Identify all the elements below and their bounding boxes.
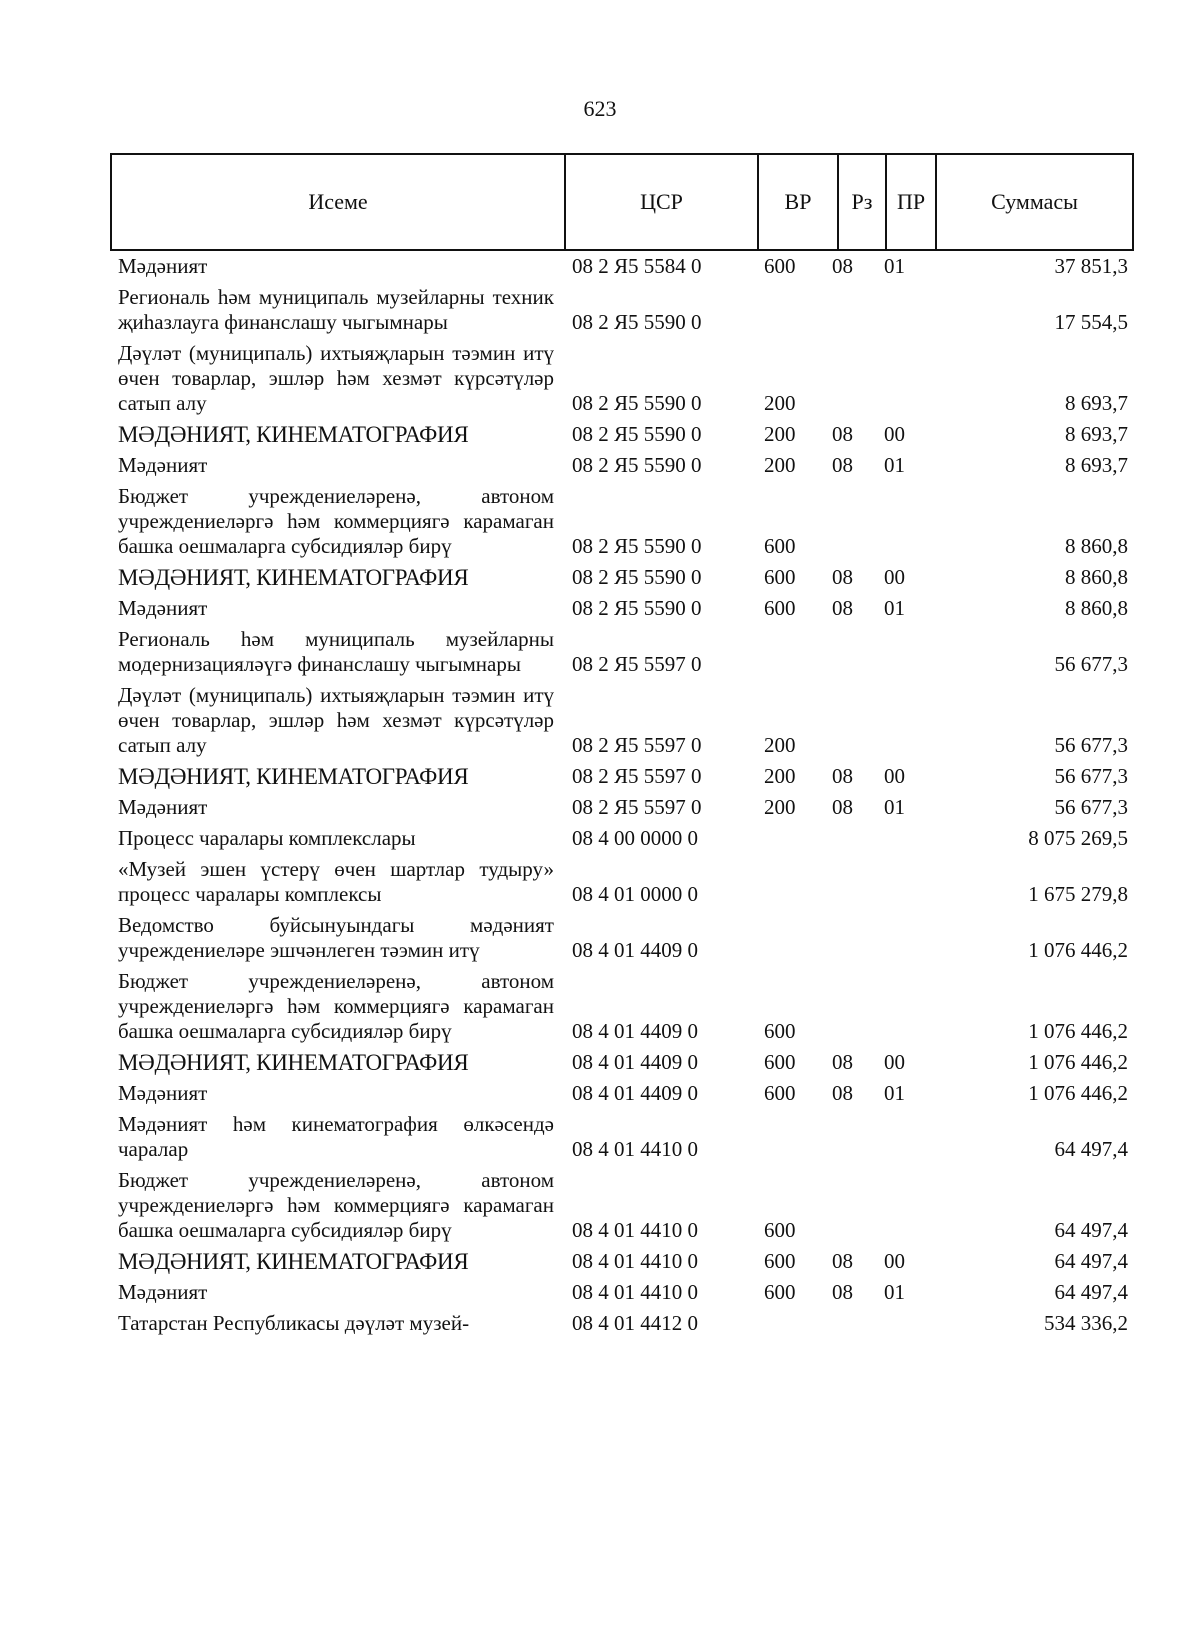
row-name: Мәдәният xyxy=(118,453,208,477)
row-name: Мәдәният xyxy=(118,254,208,278)
row-vr: 600 xyxy=(764,1081,796,1105)
page-number: 623 xyxy=(583,96,617,121)
row-csr: 08 2 Я5 5597 0 xyxy=(572,652,702,676)
row-pr: 00 xyxy=(884,1249,905,1273)
row-vr: 200 xyxy=(764,391,796,415)
table-row xyxy=(118,1311,1128,1342)
row-vr: 600 xyxy=(764,1249,796,1273)
row-csr: 08 2 Я5 5590 0 xyxy=(572,422,702,446)
row-csr: 08 2 Я5 5597 0 xyxy=(572,733,702,757)
row-name: МӘДӘНИЯТ, КИНЕМАТОГРАФИЯ xyxy=(118,764,469,789)
row-pr: 00 xyxy=(884,764,905,788)
row-rz: 08 xyxy=(832,1280,853,1304)
table-row xyxy=(118,596,1128,627)
row-rz: 08 xyxy=(832,596,853,620)
table-row xyxy=(118,484,1128,565)
header-vr: ВР xyxy=(759,155,839,249)
row-sum: 64 497,4 xyxy=(1054,1137,1128,1161)
row-csr: 08 4 01 0000 0 xyxy=(572,882,698,906)
row-sum: 8 693,7 xyxy=(1065,391,1128,415)
header-name: Исеме xyxy=(112,155,566,249)
row-csr: 08 4 01 4410 0 xyxy=(572,1137,698,1161)
table-row xyxy=(118,1112,1128,1168)
row-rz: 08 xyxy=(832,565,853,589)
row-csr: 08 4 01 4409 0 xyxy=(572,938,698,962)
table-row xyxy=(118,764,1128,795)
table-row xyxy=(118,683,1128,764)
row-name: Мәдәният xyxy=(118,1081,208,1105)
table-row xyxy=(118,969,1128,1050)
table-row xyxy=(118,1081,1128,1112)
row-sum: 1 076 446,2 xyxy=(1028,938,1128,962)
row-pr: 01 xyxy=(884,795,905,819)
row-sum: 8 860,8 xyxy=(1065,534,1128,558)
row-sum: 8 860,8 xyxy=(1065,596,1128,620)
header-rz: Рз xyxy=(839,155,887,249)
row-sum: 56 677,3 xyxy=(1054,733,1128,757)
row-vr: 600 xyxy=(764,1218,796,1242)
row-rz: 08 xyxy=(832,795,853,819)
row-vr: 600 xyxy=(764,254,796,278)
row-sum: 8 860,8 xyxy=(1065,565,1128,589)
row-name: МӘДӘНИЯТ, КИНЕМАТОГРАФИЯ xyxy=(118,422,469,447)
table-row xyxy=(118,826,1128,857)
table-row xyxy=(118,453,1128,484)
row-name: Мәдәният xyxy=(118,795,208,819)
table-row xyxy=(118,254,1128,285)
row-sum: 8 075 269,5 xyxy=(1028,826,1128,850)
row-vr: 600 xyxy=(764,534,796,558)
row-sum: 64 497,4 xyxy=(1054,1280,1128,1304)
table-row xyxy=(118,913,1128,969)
row-csr: 08 2 Я5 5590 0 xyxy=(572,596,702,620)
row-vr: 200 xyxy=(764,764,796,788)
row-name: Татарстан Республикасы дәүләт музей- xyxy=(118,1311,470,1335)
table-row xyxy=(118,341,1128,422)
row-name: Мәдәният xyxy=(118,596,208,620)
row-csr: 08 2 Я5 5590 0 xyxy=(572,565,702,589)
row-csr: 08 2 Я5 5597 0 xyxy=(572,795,702,819)
row-csr: 08 2 Я5 5590 0 xyxy=(572,453,702,477)
row-csr: 08 4 01 4412 0 xyxy=(572,1311,698,1335)
row-sum: 56 677,3 xyxy=(1054,652,1128,676)
row-name: Бюджет учреждениеләренә, автоном учреждениеләргә һәм коммерциягә карамаган башка оешмаларга субсидияләр бирү xyxy=(118,969,554,1043)
row-rz: 08 xyxy=(832,1050,853,1074)
row-name: Дәүләт (муниципаль) ихтыяҗларын тәэмин итү өчен товарлар, эшләр һәм хезмәт күрсәтүләр сатып алу xyxy=(118,341,554,415)
row-name: Дәүләт (муниципаль) ихтыяҗларын тәэмин итү өчен товарлар, эшләр һәм хезмәт күрсәтүләр сатып алу xyxy=(118,683,554,757)
row-vr: 600 xyxy=(764,1050,796,1074)
row-name: Ведомство буйсынуындагы мәдәният учреждениеләре эшчәнлеген тәэмин итү xyxy=(118,913,554,962)
table-row xyxy=(118,1168,1128,1249)
row-name: Бюджет учреждениеләренә, автоном учреждениеләргә һәм коммерциягә карамаган башка оешмаларга субсидияләр бирү xyxy=(118,484,554,558)
row-pr: 00 xyxy=(884,422,905,446)
row-csr: 08 4 01 4410 0 xyxy=(572,1218,698,1242)
row-vr: 200 xyxy=(764,422,796,446)
table-row xyxy=(118,285,1128,341)
row-rz: 08 xyxy=(832,1081,853,1105)
row-sum: 56 677,3 xyxy=(1054,795,1128,819)
row-sum: 56 677,3 xyxy=(1054,764,1128,788)
table-row xyxy=(118,1280,1128,1311)
row-csr: 08 4 00 0000 0 xyxy=(572,826,698,850)
row-sum: 1 076 446,2 xyxy=(1028,1081,1128,1105)
row-name: Региональ һәм муниципаль музейларны модернизацияләүгә финанслашу чыгымнары xyxy=(118,627,554,676)
row-pr: 01 xyxy=(884,1081,905,1105)
row-csr: 08 4 01 4410 0 xyxy=(572,1249,698,1273)
row-pr: 01 xyxy=(884,596,905,620)
row-csr: 08 2 Я5 5590 0 xyxy=(572,391,702,415)
row-rz: 08 xyxy=(832,453,853,477)
row-sum: 8 693,7 xyxy=(1065,453,1128,477)
row-pr: 01 xyxy=(884,453,905,477)
row-vr: 600 xyxy=(764,565,796,589)
row-vr: 600 xyxy=(764,1019,796,1043)
row-name: «Музей эшен үстерү өчен шартлар тудыру» процесс чаралары комплексы xyxy=(118,857,554,906)
row-pr: 00 xyxy=(884,1050,905,1074)
row-rz: 08 xyxy=(832,422,853,446)
row-name: Мәдәният xyxy=(118,1280,208,1304)
row-sum: 37 851,3 xyxy=(1054,254,1128,278)
row-csr: 08 2 Я5 5590 0 xyxy=(572,534,702,558)
table-row xyxy=(118,1050,1128,1081)
row-sum: 1 675 279,8 xyxy=(1028,882,1128,906)
header-csr: ЦСР xyxy=(566,155,759,249)
row-sum: 8 693,7 xyxy=(1065,422,1128,446)
table-row xyxy=(118,857,1128,913)
row-csr: 08 4 01 4409 0 xyxy=(572,1050,698,1074)
row-sum: 64 497,4 xyxy=(1054,1249,1128,1273)
row-sum: 17 554,5 xyxy=(1054,310,1128,334)
row-pr: 01 xyxy=(884,1280,905,1304)
table-row xyxy=(118,422,1128,453)
header-sum: Суммасы xyxy=(991,189,1078,214)
row-rz: 08 xyxy=(832,764,853,788)
row-pr: 01 xyxy=(884,254,905,278)
header-pr: ПР xyxy=(887,155,937,249)
row-rz: 08 xyxy=(832,254,853,278)
row-name: Бюджет учреждениеләренә, автоном учреждениеләргә һәм коммерциягә карамаган башка оешмаларга субсидияләр бирү xyxy=(118,1168,554,1242)
row-sum: 534 336,2 xyxy=(1044,1311,1128,1335)
row-name: Мәдәният һәм кинематография өлкәсендә чаралар xyxy=(118,1112,554,1161)
table-header xyxy=(110,153,1134,251)
row-sum: 64 497,4 xyxy=(1054,1218,1128,1242)
row-name: МӘДӘНИЯТ, КИНЕМАТОГРАФИЯ xyxy=(118,1050,469,1075)
row-vr: 200 xyxy=(764,795,796,819)
row-csr: 08 2 Я5 5584 0 xyxy=(572,254,702,278)
row-csr: 08 2 Я5 5590 0 xyxy=(572,310,702,334)
row-name: МӘДӘНИЯТ, КИНЕМАТОГРАФИЯ xyxy=(118,565,469,590)
row-rz: 08 xyxy=(832,1249,853,1273)
table-row xyxy=(118,1249,1128,1280)
row-name: МӘДӘНИЯТ, КИНЕМАТОГРАФИЯ xyxy=(118,1249,469,1274)
row-vr: 200 xyxy=(764,453,796,477)
row-name: Процесс чаралары комплекслары xyxy=(118,826,416,850)
row-csr: 08 4 01 4410 0 xyxy=(572,1280,698,1304)
table-row xyxy=(118,565,1128,596)
row-csr: 08 2 Я5 5597 0 xyxy=(572,764,702,788)
table-body xyxy=(118,254,1128,1342)
table-row xyxy=(118,627,1128,683)
row-sum: 1 076 446,2 xyxy=(1028,1050,1128,1074)
table-row xyxy=(118,795,1128,826)
row-csr: 08 4 01 4409 0 xyxy=(572,1081,698,1105)
row-pr: 00 xyxy=(884,565,905,589)
row-vr: 600 xyxy=(764,596,796,620)
row-vr: 600 xyxy=(764,1280,796,1304)
row-csr: 08 4 01 4409 0 xyxy=(572,1019,698,1043)
row-sum: 1 076 446,2 xyxy=(1028,1019,1128,1043)
row-vr: 200 xyxy=(764,733,796,757)
row-name: Региональ һәм муниципаль музейларны техник җиһазлауга финанслашу чыгымнары xyxy=(118,285,554,334)
